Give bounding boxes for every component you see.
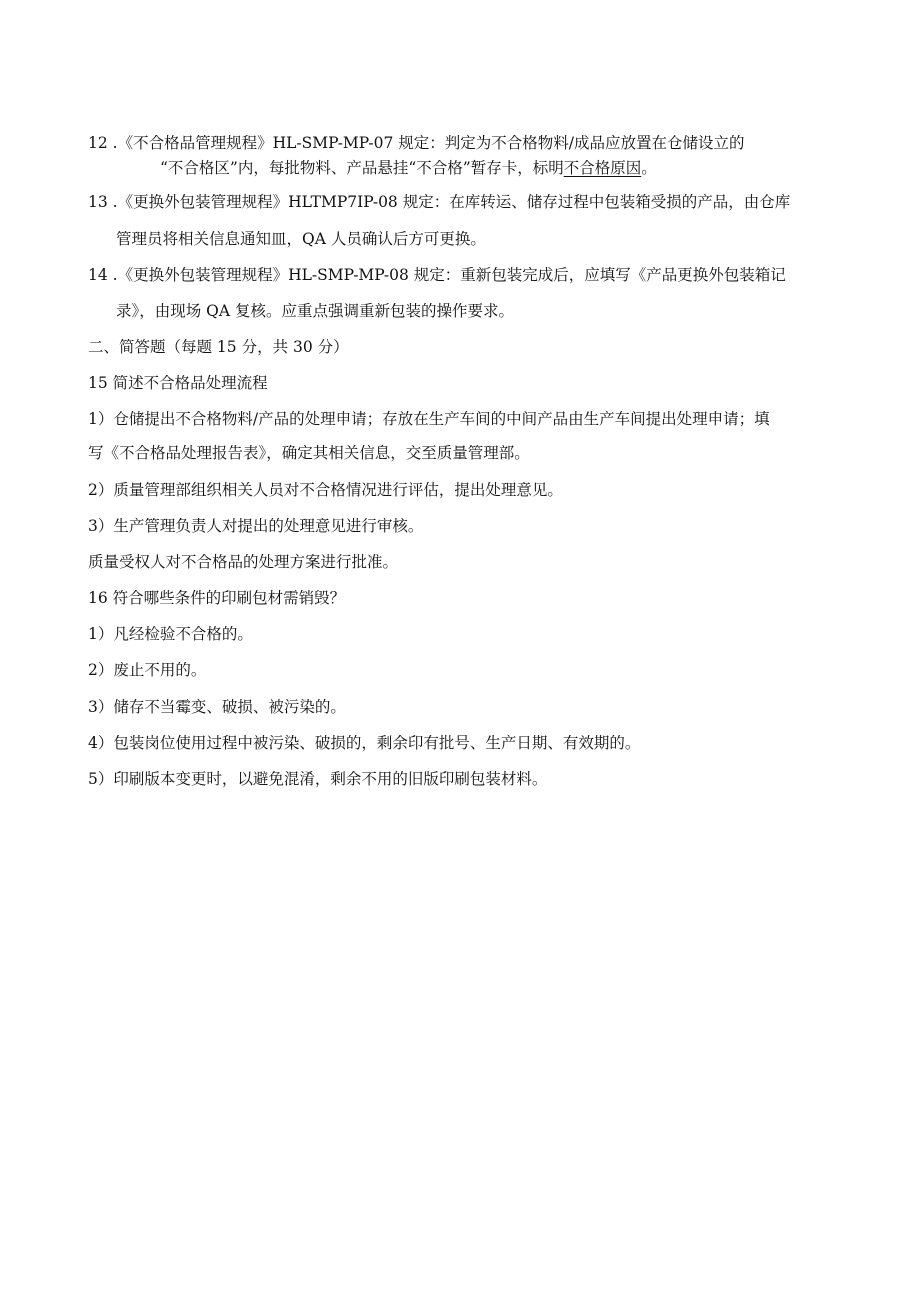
q16-item-3: 3）储存不当霉变、破损、被污染的。: [88, 698, 346, 716]
q13-line-2: 管理员将相关信息通知皿，QA 人员确认后方可更换。: [116, 230, 486, 248]
q15-item-1-line-1: 1）仓储提出不合格物料/产品的处理申请；存放在生产车间的中间产品由生产车间提出处理申请；填: [88, 410, 770, 428]
q14-line-2: 录》，由现场 QA 复核。应重点强调重新包装的操作要求。: [116, 302, 515, 320]
q12-line-2-text: “不合格区”内，每批物料、产品悬挂“不合格”暂存卡，标明: [160, 159, 564, 177]
q16-item-1: 1）凡经检验不合格的。: [88, 625, 253, 643]
q13-line-1: 13 .《更换外包装管理规程》HLTMP7IP-08 规定：在库转运、储存过程中包装箱受损的产品，由仓库: [88, 193, 791, 211]
q14-line-1: 14 .《更换外包装管理规程》HL-SMP-MP-08 规定：重新包装完成后，应填写《产品更换外包装箱记: [88, 266, 786, 284]
q15-item-2: 2）质量管理部组织相关人员对不合格情况进行评估，提出处理意见。: [88, 481, 563, 499]
q16-item-2: 2）废止不用的。: [88, 661, 207, 679]
q15-title: 15 简述不合格品处理流程: [88, 374, 268, 392]
q12-underlined-reason: 不合格原因: [563, 159, 642, 177]
q12-line-2-end: 。: [641, 159, 657, 177]
q16-item-5: 5）印刷版本变更时，以避免混淆，剩余不用的旧版印刷包装材料。: [88, 770, 548, 788]
q12-line-1: 12 .《不合格品管理规程》HL-SMP-MP-07 规定：判定为不合格物料/成品应放置在仓储设立的: [88, 134, 745, 152]
q16-title: 16 符合哪些条件的印刷包材需销毁？: [88, 589, 346, 607]
q16-item-4: 4）包装岗位使用过程中被污染、破损的，剩余印有批号、生产日期、有效期的。: [88, 734, 641, 752]
q15-item-1-line-2: 写《不合格品处理报告表》，确定其相关信息，交至质量管理部。: [88, 444, 530, 462]
q15-item-4: 质量受权人对不合格品的处理方案进行批准。: [88, 553, 399, 571]
section-heading: 二、简答题（每题 15 分，共 30 分）: [88, 338, 349, 356]
q15-item-3: 3）生产管理负责人对提出的处理意见进行审核。: [88, 517, 424, 535]
q12-line-2: [160, 158, 657, 178]
